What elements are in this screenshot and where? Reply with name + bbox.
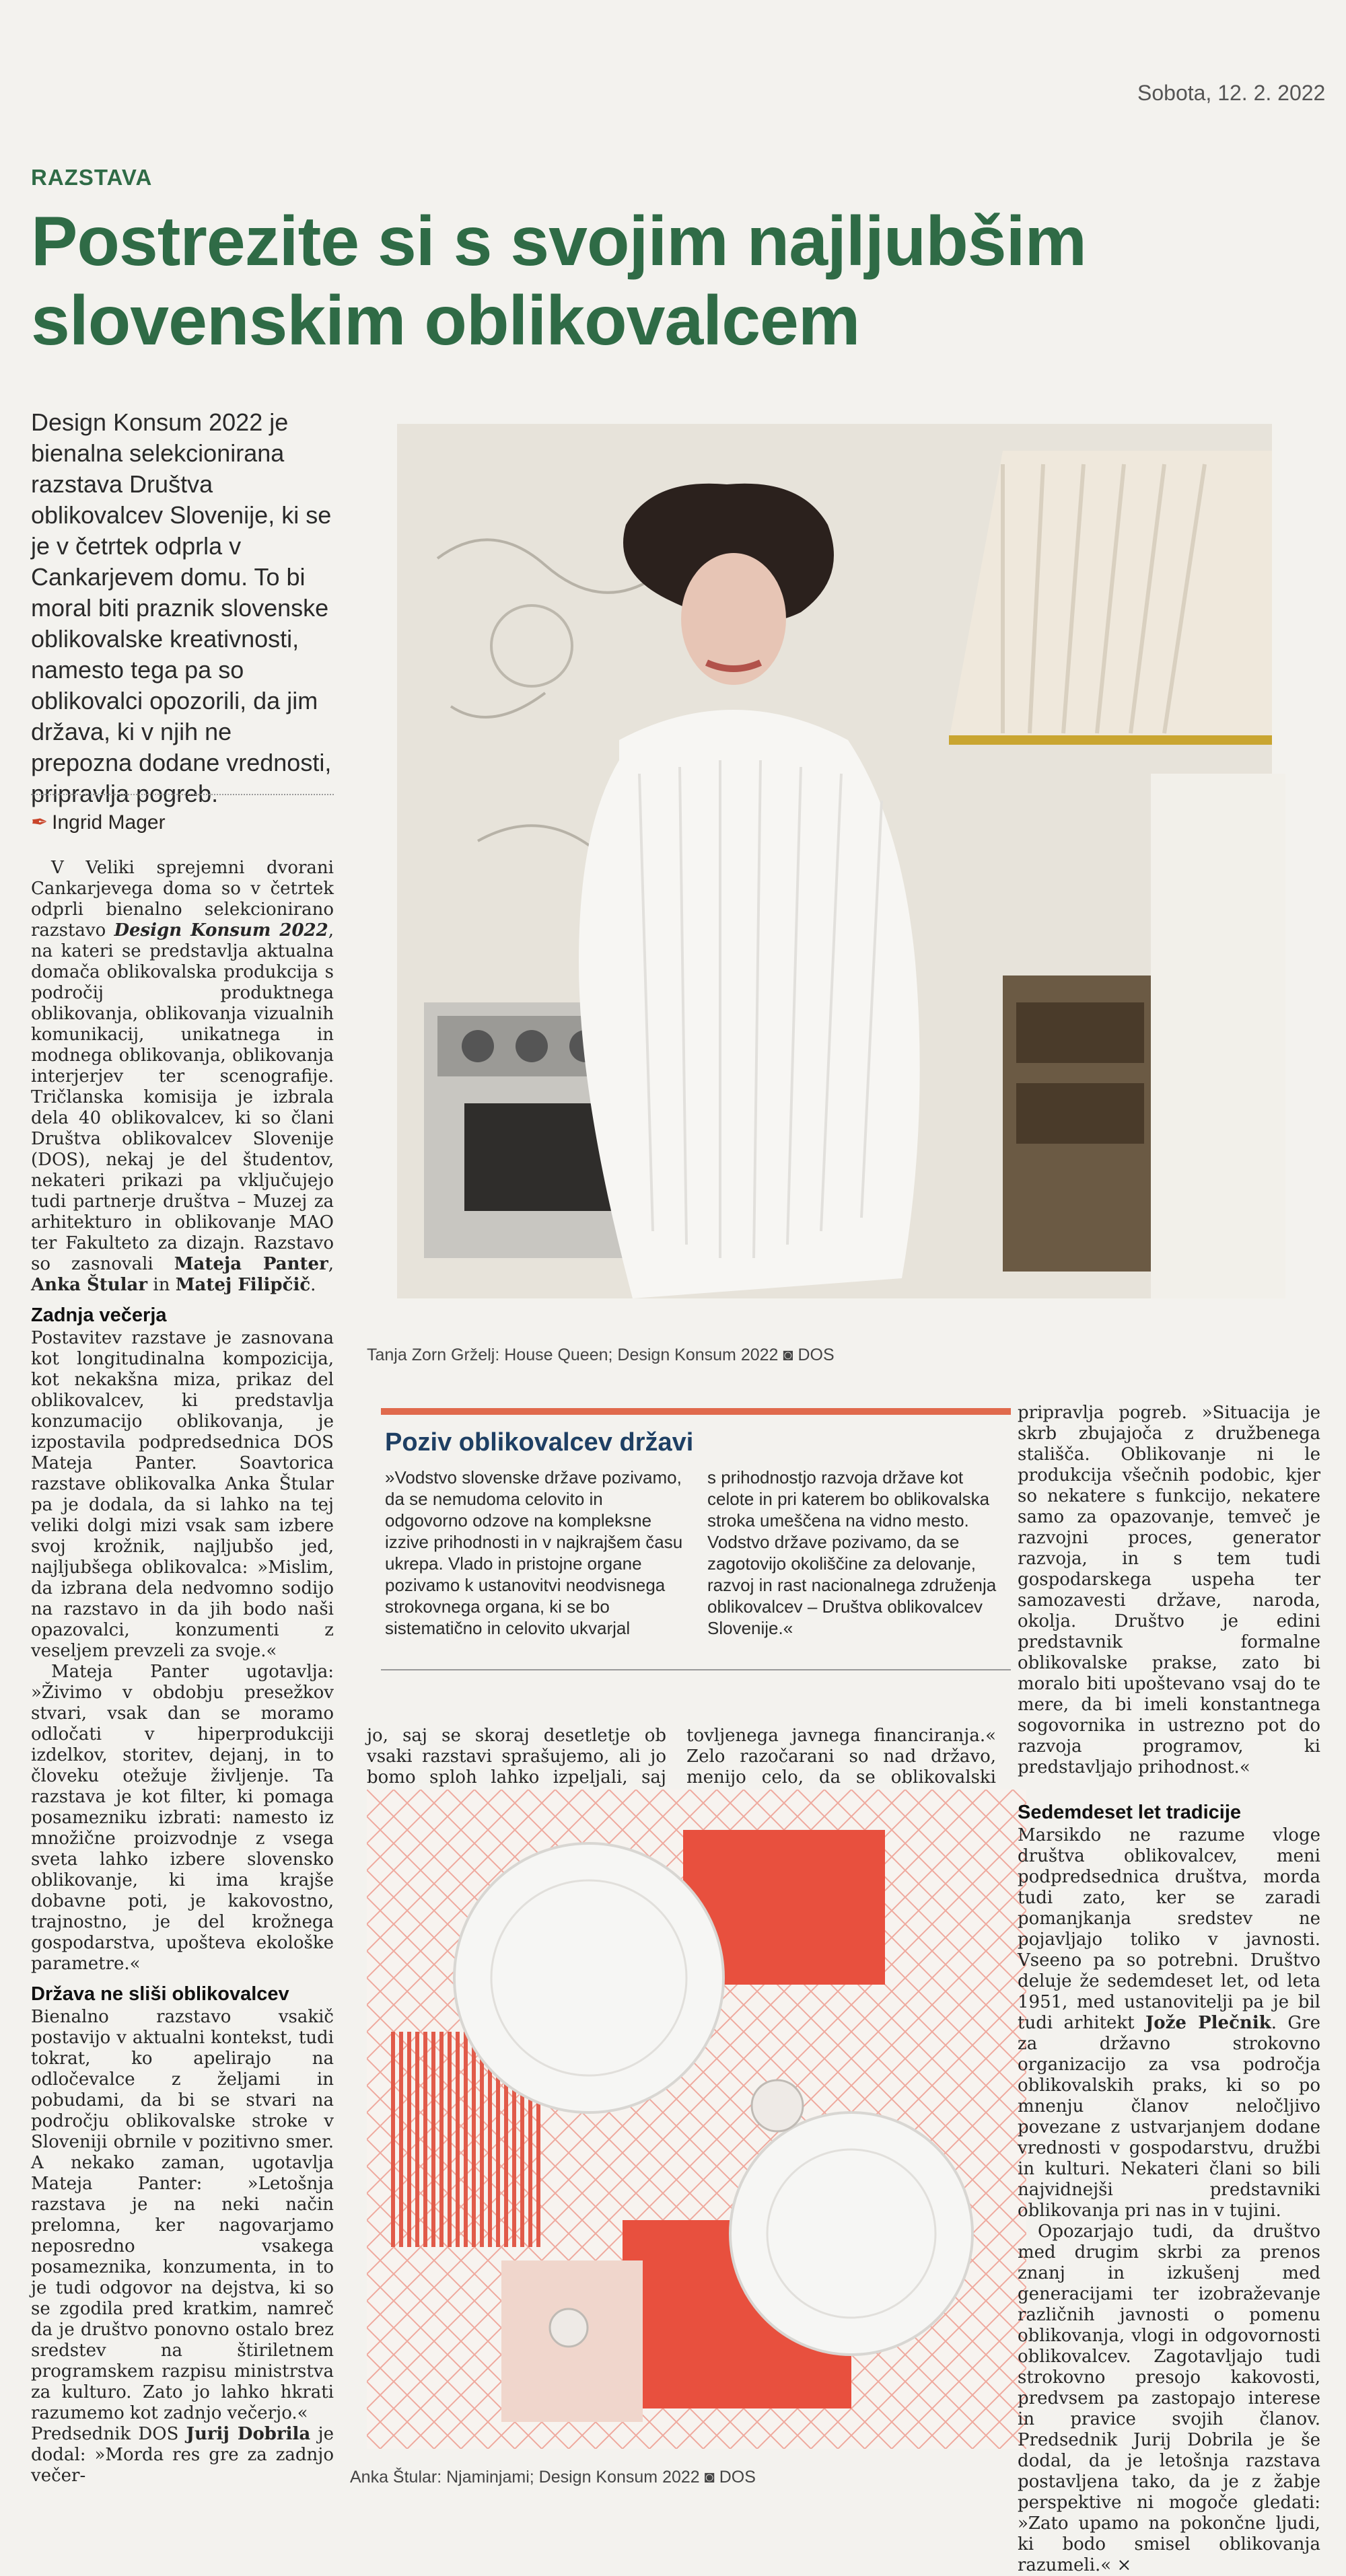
photo-illustration	[397, 424, 1272, 1298]
callout-text-left: »Vodstvo slovenske države pozivamo, da se nemudoma celovito in odgovorno odzove na kompleksne izzive prihodnosti in v najkrajšem času ukrepa. Vlado in pristojne organe pozivamo k ustanovitvi neodvisnega strokovnega organa, ki se bo sistematično in celovito ukvarjal	[385, 1467, 683, 1638]
callout-columns	[381, 1467, 1011, 1639]
paragraph: Mateja Panter ugotavlja: »Živimo v obdobju presežkov stvari, vsak dan se moramo odločati v hiperprodukciji izdelkov, storitev, dejanj, in to človeku otežuje življenje. Ta razstava je kot filter, ki pomaga posamezniku izbrati: namesto iz množične proizvodnje z vsega sveta lahko izbere slovensko oblikovanje, ki ima krajše dobavne poti, je kakovostno, trajnostno, je del krožnega gospodarstva, upošteva ekološke parametre.«	[31, 1662, 334, 1974]
page-title: Postrezite si s svojim najljubšim slovenskim oblikovalcem	[31, 203, 1086, 360]
photo-caption: Tanja Zorn Grželj: House Queen; Design Konsum 2022 ◙ DOS	[367, 1346, 835, 1364]
paragraph: tovljenega javnega financiranja.« Zelo razočarani so nad državo, menijo celo, da se oblikovalski	[686, 1726, 996, 1788]
byline	[31, 811, 166, 834]
camera-icon: ◙	[704, 2468, 715, 2487]
lead-paragraph: Design Konsum 2022 je bienalna selekcionirana razstava Društva oblikovalcev Slovenije, ki se je v četrtek odprla v Cankarjevem domu. To bi moral biti praznik slovenske oblikovalske kreativnosti, namesto tega pa so oblikovalci opozorili, da jim država, ki v njih ne prepozna dodane vrednosti, pripravlja pogreb.	[31, 408, 332, 807]
callout-text-right: s prihodnostjo razvoja države kot celote in pri katerem bo oblikovalska stroka umeščena na vidno mesto. Vodstvo države pozivamo, da se zagotovijo okoliščine za delovanje, razvoj in rast nacionalnega združenja oblikovalcev – Društva oblikovalcev Slovenije.«	[707, 1467, 997, 1638]
divider	[31, 794, 334, 795]
photo-house-queen	[397, 424, 1272, 1298]
photo-njaminjami	[367, 1790, 1026, 2449]
paragraph: Bienalno razstavo vsakič postavijo v aktualni kontekst, tudi tokrat, ko apelirajo na odločevalce z željami in pobudami, da bi se stvari na področju oblikovalske stroke v Sloveniji obrnile v pozitivno smer. A nekako zaman, ugotavlja Mateja Panter: »Letošnja razstava je na neki način prelomna, ker nagovarjamo neposredno vsakega posameznika, konzumenta, in to je tudi odgovor na dejstva, ki so se zgodila pred kratkim, namreč da je društvo ponovno ostalo brez sredstev na štiriletnem programskem razpisu ministrstva za kulturo. Zato jo lahko hkrati razumemo kot zadnjo večerjo.«	[31, 2007, 334, 2423]
article-column-4	[1018, 1403, 1320, 2576]
section-label: RAZSTAVA	[31, 165, 153, 190]
subheading: Sedemdeset let tradicije	[1018, 1802, 1242, 1823]
article-column-1	[31, 858, 334, 2487]
paragraph: jo, saj se skoraj desetletje ob vsaki razstavi sprašujemo, ali jo bomo sploh lahko izpeljali, saj	[367, 1726, 666, 1788]
issue-date: Sobota, 12. 2. 2022	[1137, 81, 1326, 105]
paragraph: Marsikdo ne razume vloge društva oblikovalcev, meni podpredsednica društva, morda tudi zato, ker se zaradi pomanjkanja sredstev ne pojavljajo toliko v javnosti. Vseeno pa so potrebni. Društvo deluje že sedemdeset let, od leta 1951, med ustanovitelji pa je bil tudi arhitekt Jože Plečnik. Gre za državno strokovno organizacijo za vsa področja oblikovalskih praks, ki so po mnenju članov neločljivo povezane z ustvarjanjem dodane vrednosti v gospodarstvu, družbi in kulturi. Nekateri člani so bili najvidnejši predstavniki oblikovanja pri nas in v tujini.	[1018, 1825, 1320, 2221]
callout-title: Poziv oblikovalcev državi	[385, 1428, 694, 1457]
paragraph: Opozarjajo tudi, da društvo med drugim skrbi za prenos znanj in izkušenj med generacijami ter izobraževanje različnih javnosti o pomenu oblikovanja, vlogi in odgovornosti oblikovalcev. Zagotavljajo tudi strokovno presojo kakovosti, predvsem pa zastopajo interese in pravice svojih članov. Predsednik Jurij Dobrila je še dodal, da je letošnja razstava postavljena tako, da je z žabje perspektive ni mogoče gledati: »Zato upamo na pokončne ljudi, ki bodo smisel oblikovanja razumeli.« ×	[1018, 2221, 1320, 2575]
photo-caption: Anka Štular: Njaminjami; Design Konsum 2022 ◙ DOS	[350, 2468, 756, 2487]
paragraph: V Veliki sprejemni dvorani Cankarjevega doma so v četrtek odprli bienalno selekcionirano razstavo Design Konsum 2022, na kateri se predstavlja aktualna domača oblikovalska produkcija s področij produktnega oblikovanja, oblikovanja vizualnih komunikacij, unikatnega in modnega oblikovanja, oblikovanja interjerjev ter scenografije. Tričlanska komisija je izbrala dela 40 oblikovalcev, ki so člani Društva oblikovalcev Slovenije (DOS), nekaj je del študentov, nekateri prikazi pa vključujejo tudi partnerje društva – Muzej za arhitekturo in oblikovanje MAO ter Fakulteto za dizajn. Razstavo so zasnovali Mateja Panter, Anka Štular in Matej Filipčič.	[31, 858, 334, 1295]
paragraph: Postavitev razstave je zasnovana kot longitudinalna kompozicija, kot nekakšna miza, prikaz del oblikovalcev, ki predstavlja konzumacijo oblikovanja, je izpostavila podpredsednica DOS Mateja Panter. Soavtorica razstave oblikovalka Anka Štular pa je dodala, da si lahko na tej veliki dolgi mizi vsak sam izbere svoj krožnik, najljubšo jed, najljubšega oblikovalca: »Mislim, da izbrana dela nedvomno sodijo na razstavo in da jih bodo naši opazovalci, konzumenti z veseljem prevzeli za svoje.«	[31, 1328, 334, 1661]
pen-icon: ✒	[31, 811, 48, 834]
camera-icon: ◙	[783, 1346, 793, 1364]
paragraph: Predsednik DOS Jurij Dobrila je dodal: »Morda res gre za zadnjo večer-	[31, 2424, 334, 2486]
subheading: Zadnja večerja	[31, 1304, 167, 1326]
subheading: Država ne sliši oblikovalcev	[31, 1983, 289, 2005]
photo-illustration-plates	[367, 1790, 1026, 2449]
paragraph: pripravlja pogreb. »Situacija je skrb zbujajoča z družbenega stališča. Oblikovanje ni le produkcija všečnih podobic, kjer so nekatere s funkcijo, nekatere samo za opazovanje, temveč je razvojni proces, generator razvoja, in s tem tudi gospodarskega uspeha ter samozavesti države, naroda, okolja. Društvo je edini predstavnik formalne oblikovalske prakse, zato bi moralo biti upoštevano vsaj do te mere, da bi imeli konstantnega sogovornika in ustrezno pot do razvoja programov, ki predstavljajo prihodnost.«	[1018, 1403, 1320, 1777]
callout-box	[381, 1408, 1011, 1670]
author-name: Ingrid Mager	[52, 811, 166, 834]
